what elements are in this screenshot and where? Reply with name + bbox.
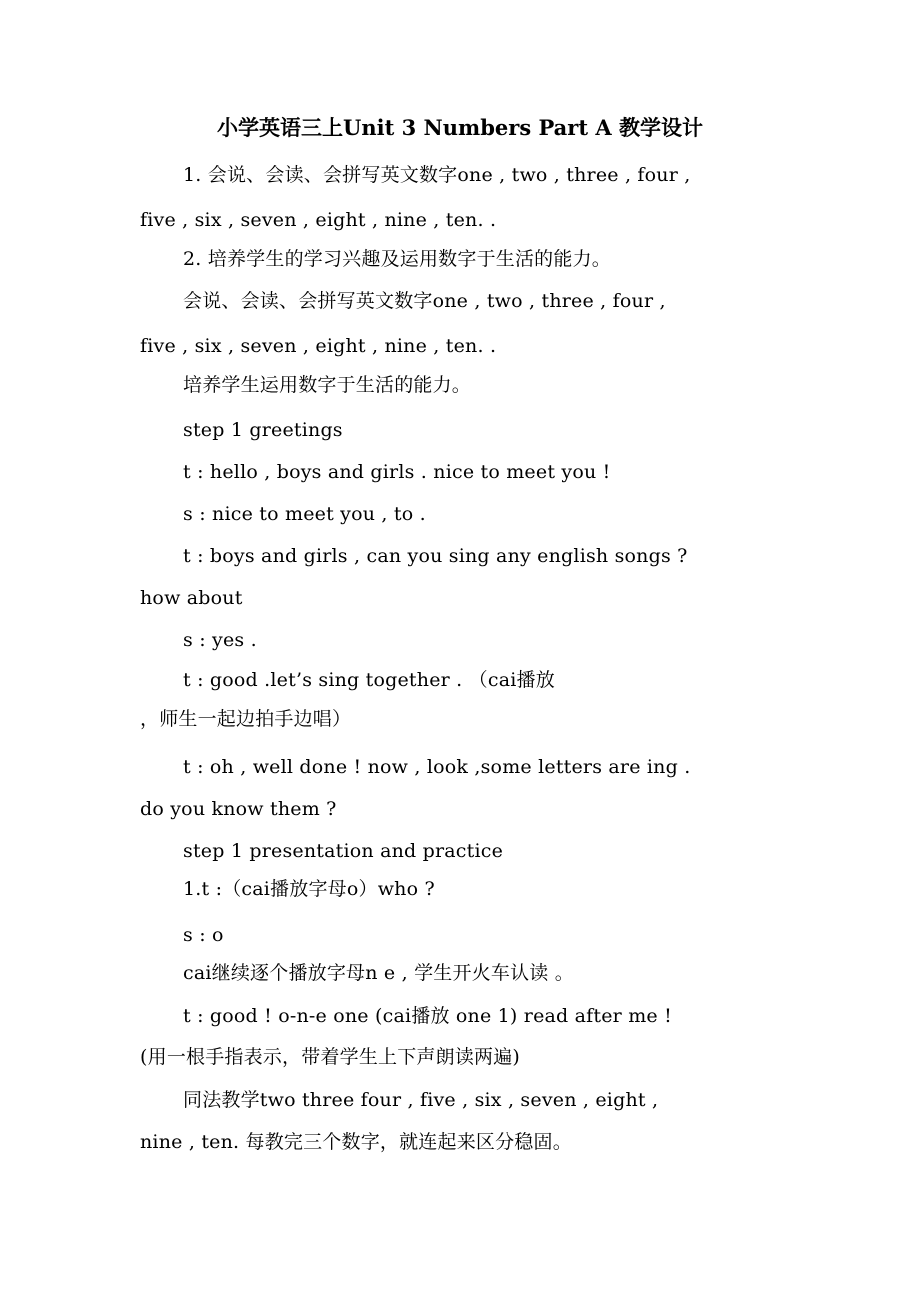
key-point-line-2: five , six , seven , eight , nine , ten. . <box>140 335 497 357</box>
objective-2: 2. 培养学生的学习兴趣及运用数字于生活的能力。 <box>183 248 611 270</box>
dialogue-line: t : boys and girls , can you sing any english songs ? <box>183 545 688 567</box>
objective-1-line-2: five , six , seven , eight , nine , ten. . <box>140 209 497 231</box>
dialogue-line: t : hello , boys and girls . nice to meet you ! <box>183 461 611 483</box>
dialogue-line: t : oh , well done ! now , look ,some letters are ing . <box>183 756 691 778</box>
dialogue-line-continuation: ，师生一起边拍手边唱） <box>140 708 352 730</box>
dialogue-line: s : o <box>183 924 224 946</box>
step-1-heading: step 1 greetings <box>183 419 343 441</box>
dialogue-line-continuation: how about <box>140 587 243 609</box>
objective-1-line-1: 1. 会说、会读、会拼写英文数字one , two , three , four , <box>183 164 691 186</box>
instruction-line: 同法教学two three four , five , six , seven , eight , <box>183 1089 659 1111</box>
key-point-line-1: 会说、会读、会拼写英文数字one , two , three , four , <box>183 290 666 312</box>
dialogue-line: 1.t :（cai播放字母o）who ? <box>183 878 435 900</box>
instruction-line: (用一根手指表示，带着学生上下声朗读两遍) <box>140 1046 521 1068</box>
dialogue-line: s : nice to meet you , to . <box>183 503 426 525</box>
dialogue-line: t : good .let’s sing together . （cai播放 <box>183 669 555 691</box>
dialogue-line: t : good ! o-n-e one (cai播放 one 1) read after me ! <box>183 1005 672 1027</box>
dialogue-line-continuation: do you know them ? <box>140 798 337 820</box>
instruction-line-continuation: nine , ten. 每教完三个数字，就连起来区分稳固。 <box>140 1131 572 1153</box>
document-title: 小学英语三上Unit 3 Numbers Part A 教学设计 <box>217 115 703 140</box>
instruction-line: cai继续逐个播放字母n e , 学生开火车认读 。 <box>183 962 574 984</box>
difficulty-line: 培养学生运用数字于生活的能力。 <box>183 374 472 396</box>
step-2-heading: step 1 presentation and practice <box>183 840 504 862</box>
dialogue-line: s : yes . <box>183 629 257 651</box>
